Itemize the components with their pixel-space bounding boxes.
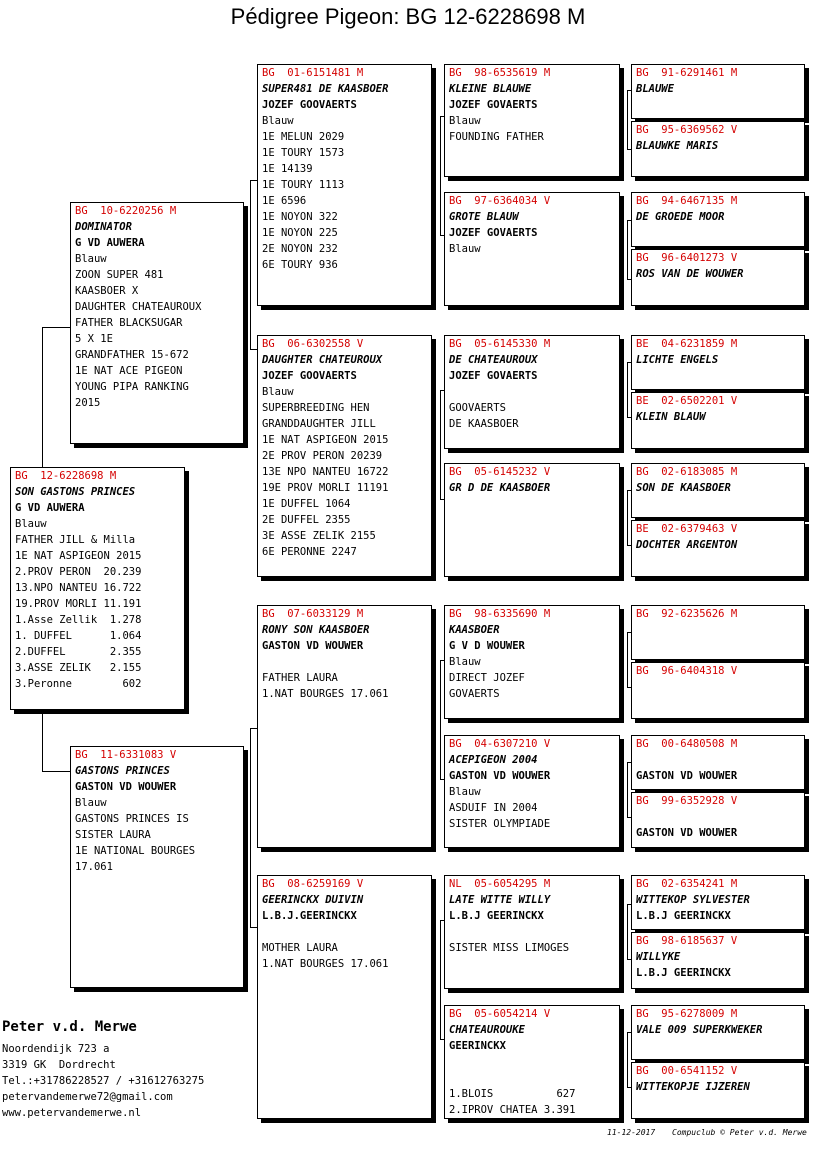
ring-number: BG 07-6033129 M xyxy=(262,608,364,620)
pigeon-name: ACEPIGEON 2004 xyxy=(449,754,538,766)
owner-address-line2: 3319 GK Dordrecht xyxy=(2,1059,116,1071)
pigeon-name: GASTONS PRINCES xyxy=(75,765,170,777)
pigeon-card-mm xyxy=(257,875,432,1119)
ring-number: BG 97-6364034 V xyxy=(449,195,551,207)
pigeon-name: DE CHATEAUROUX xyxy=(449,354,538,366)
breeder-name: GASTON VD WOUWER xyxy=(449,770,551,782)
pigeon-info-line: 3.Peronne 602 xyxy=(15,678,142,690)
ring-number: BG 95-6369562 V xyxy=(636,124,738,136)
breeder-name: JOZEF GOOVAERTS xyxy=(262,370,357,382)
pigeon-card-fmm xyxy=(444,463,620,577)
pigeon-name: WITTEKOPJE IJZEREN xyxy=(636,1081,750,1093)
breeder-name: GEERINCKX xyxy=(449,1040,506,1052)
page-title: Pédigree Pigeon: BG 12-6228698 M xyxy=(230,4,586,29)
ring-number: BG 11-6331083 V xyxy=(75,749,177,761)
pigeon-info-line: Blauw xyxy=(449,243,481,255)
pigeon-info-line: 13E NPO NANTEU 16722 xyxy=(262,466,389,478)
pigeon-info-line: Blauw xyxy=(15,518,47,530)
pigeon-info-line xyxy=(445,1054,619,1070)
ring-number: BG 91-6291461 M xyxy=(636,67,738,79)
pigeon-name: GEERINCKX DUIVIN xyxy=(262,894,364,906)
pigeon-card-mother xyxy=(70,746,244,988)
pigeon-card-fmf xyxy=(444,335,620,449)
ring-number: BG 05-6145330 M xyxy=(449,338,551,350)
pigeon-info-line: Blauw xyxy=(449,115,481,127)
pigeon-info-line: GOVAERTS xyxy=(449,688,500,700)
pigeon-name: LATE WITTE WILLY xyxy=(449,894,551,906)
pigeon-info-line xyxy=(258,924,431,940)
pigeon-info-line: 2.DUFFEL 2.355 xyxy=(15,646,142,658)
pigeon-name: KAASBOER xyxy=(449,624,500,636)
pigeon-name: ROS VAN DE WOUWER xyxy=(636,268,744,280)
pigeon-info-line xyxy=(258,654,431,670)
pigeon-info-line: 2015 xyxy=(75,397,101,409)
pigeon-info-line: 2.PROV PERON 20.239 xyxy=(15,566,142,578)
pigeon-info-line: 1E MELUN 2029 xyxy=(262,131,345,143)
ring-number: BG 98-6335690 M xyxy=(449,608,551,620)
pigeon-info-line: Blauw xyxy=(75,797,107,809)
breeder-name: G VD AUWERA xyxy=(75,237,145,249)
pigeon-card-gen4 xyxy=(631,463,805,518)
pigeon-info-line: FOUNDING FATHER xyxy=(449,131,544,143)
pigeon-info-line: FATHER BLACKSUGAR xyxy=(75,317,183,329)
pigeon-name: DOMINATOR xyxy=(75,221,132,233)
breeder-name: L.B.J GEERINCKX xyxy=(636,967,731,979)
ring-number: BE 04-6231859 M xyxy=(636,338,738,350)
pigeon-info-line: Blauw xyxy=(262,115,294,127)
pigeon-card-subject xyxy=(10,467,185,710)
ring-number: BE 02-6502201 V xyxy=(636,395,738,407)
pigeon-info-line: 1E NAT ASPIGEON 2015 xyxy=(15,550,142,562)
pigeon-info-line: Blauw xyxy=(449,786,481,798)
owner-website: www.petervandemerwe.nl xyxy=(2,1107,142,1119)
pigeon-name: KLEIN BLAUW xyxy=(636,411,706,423)
ring-number: BG 98-6185637 V xyxy=(636,935,738,947)
pigeon-info-line: FATHER LAURA xyxy=(262,672,338,684)
pigeon-info-line: GRANDDAUGHTER JILL xyxy=(262,418,376,430)
pigeon-card-gen4 xyxy=(631,875,805,930)
ring-number: BG 98-6535619 M xyxy=(449,67,551,79)
pigeon-info-line: 2E DUFFEL 2355 xyxy=(262,514,351,526)
pigeon-info-line: 1E NAT ACE PIGEON xyxy=(75,365,183,377)
ring-number: BG 00-6541152 V xyxy=(636,1065,738,1077)
owner-address-line1: Noordendijk 723 a xyxy=(2,1043,110,1055)
pigeon-info-line: SISTER OLYMPIADE xyxy=(449,818,551,830)
breeder-name: GASTON VD WOUWER xyxy=(262,640,364,652)
pigeon-info-line: DIRECT JOZEF xyxy=(449,672,525,684)
pigeon-info-line: Blauw xyxy=(75,253,107,265)
breeder-name: L.B.J.GEERINCKX xyxy=(262,910,357,922)
pigeon-info-line xyxy=(445,384,619,400)
pigeon-info-line: 1.Asse Zellik 1.278 xyxy=(15,614,142,626)
ring-number: BG 01-6151481 M xyxy=(262,67,364,79)
pigeon-card-ff xyxy=(257,64,432,306)
pigeon-name: RONY SON KAASBOER xyxy=(262,624,370,636)
pigeon-card-ffm xyxy=(444,192,620,306)
pigeon-info-line: FATHER JILL & Milla xyxy=(15,534,136,546)
breeder-name: G V D WOUWER xyxy=(449,640,525,652)
pigeon-info-line: 1.NAT BOURGES 17.061 xyxy=(262,688,389,700)
pigeon-info-line: YOUNG PIPA RANKING xyxy=(75,381,189,393)
pigeon-info-line: 1E 6596 xyxy=(262,195,307,207)
pigeon-info-line: 19E PROV MORLI 11191 xyxy=(262,482,389,494)
ring-number: BG 99-6352928 V xyxy=(636,795,738,807)
pigeon-info-line: Blauw xyxy=(262,386,294,398)
pigeon-card-gen4 xyxy=(631,520,805,577)
pigeon-info-line: 1E TOURY 1113 xyxy=(262,179,345,191)
pigeon-info-line: 1E NOYON 322 xyxy=(262,211,338,223)
pigeon-card-gen4 xyxy=(631,792,805,848)
pigeon-card-gen4 xyxy=(631,735,805,790)
pigeon-info-line: 1.BLOIS 627 xyxy=(449,1088,576,1100)
pigeon-name: VALE 009 SUPERKWEKER xyxy=(636,1024,763,1036)
ring-number: BG 92-6235626 M xyxy=(636,608,738,620)
pigeon-card-gen4 xyxy=(631,335,805,390)
breeder-name: GASTON VD WOUWER xyxy=(75,781,177,793)
ring-number: BG 08-6259169 V xyxy=(262,878,364,890)
pigeon-card-gen4 xyxy=(631,392,805,449)
ring-number: BG 06-6302558 V xyxy=(262,338,364,350)
ring-number: BG 02-6183085 M xyxy=(636,466,738,478)
ring-number: BG 02-6354241 M xyxy=(636,878,738,890)
pigeon-info-line: 1E TOURY 1573 xyxy=(262,147,345,159)
pigeon-info-line: 5 X 1E xyxy=(75,333,113,345)
pigeon-info-line: 6E TOURY 936 xyxy=(262,259,338,271)
ring-number: BG 94-6467135 M xyxy=(636,195,738,207)
pigeon-info-line: 2.IPROV CHATEA 3.391 xyxy=(449,1104,576,1116)
pigeon-info-line: 1E 14139 xyxy=(262,163,313,175)
pigeon-info-line: 2E NOYON 232 xyxy=(262,243,338,255)
pigeon-name: WITTEKOP SYLVESTER xyxy=(636,894,750,906)
pigeon-info-line: 1E DUFFEL 1064 xyxy=(262,498,351,510)
footer-date: 11-12-2017 xyxy=(607,1128,656,1137)
pigeon-info-line: DAUGHTER CHATEAUROUX xyxy=(75,301,202,313)
breeder-name: GASTON VD WOUWER xyxy=(636,827,738,839)
pigeon-name: SUPER481 DE KAASBOER xyxy=(262,83,389,95)
pigeon-info-line: 1.NAT BOURGES 17.061 xyxy=(262,958,389,970)
connector-line xyxy=(42,327,72,470)
pigeon-name: GR D DE KAASBOER xyxy=(449,482,551,494)
ring-number: NL 05-6054295 M xyxy=(449,878,551,890)
pigeon-info-line: SUPERBREEDING HEN xyxy=(262,402,370,414)
pigeon-card-mff xyxy=(444,605,620,719)
ring-number: BG 05-6145232 V xyxy=(449,466,551,478)
pigeon-info-line: 17.061 xyxy=(75,861,113,873)
pigeon-card-gen4 xyxy=(631,1062,805,1119)
breeder-name: G VD AUWERA xyxy=(15,502,85,514)
pigeon-card-mmf xyxy=(444,875,620,989)
owner-email: petervandemerwe72@gmail.com xyxy=(2,1091,173,1103)
pigeon-name xyxy=(632,809,804,825)
pigeon-card-gen4 xyxy=(631,121,805,177)
breeder-name: JOZEF GOOVAERTS xyxy=(262,99,357,111)
pigeon-card-mfm xyxy=(444,735,620,848)
footer-software: Compuclub © Peter v.d. Merwe xyxy=(672,1128,807,1137)
pigeon-info-line: ZOON SUPER 481 xyxy=(75,269,164,281)
ring-number: BG 12-6228698 M xyxy=(15,470,117,482)
pigeon-info-line: 1. DUFFEL 1.064 xyxy=(15,630,142,642)
pigeon-info-line: SISTER MISS LIMOGES xyxy=(449,942,570,954)
pigeon-card-gen4 xyxy=(631,932,805,989)
pigeon-info-line: 1E NATIONAL BOURGES xyxy=(75,845,196,857)
pigeon-card-gen4 xyxy=(631,64,805,119)
pigeon-card-gen4 xyxy=(631,249,805,306)
ring-number: BG 96-6404318 V xyxy=(636,665,738,677)
pigeon-card-gen4 xyxy=(631,1005,805,1060)
pigeon-info-line: ASDUIF IN 2004 xyxy=(449,802,538,814)
ring-number: BG 05-6054214 V xyxy=(449,1008,551,1020)
ring-number: BG 00-6480508 M xyxy=(636,738,738,750)
pigeon-card-gen4 xyxy=(631,662,805,719)
pigeon-info-line: 6E PERONNE 2247 xyxy=(262,546,357,558)
pigeon-name: KLEINE BLAUWE xyxy=(449,83,532,95)
pigeon-card-fff xyxy=(444,64,620,177)
pigeon-info-line: 3E ASSE ZELIK 2155 xyxy=(262,530,376,542)
breeder-name: GASTON VD WOUWER xyxy=(636,770,738,782)
pigeon-card-father xyxy=(70,202,244,444)
pigeon-info-line: 2E PROV PERON 20239 xyxy=(262,450,383,462)
pigeon-info-line: Blauw xyxy=(449,656,481,668)
pigeon-name: SON DE KAASBOER xyxy=(636,482,731,494)
pigeon-info-line: 3.ASSE ZELIK 2.155 xyxy=(15,662,142,674)
pigeon-info-line: KAASBOER X xyxy=(75,285,139,297)
breeder-name: JOZEF GOVAERTS xyxy=(449,227,538,239)
pigeon-card-mmm xyxy=(444,1005,620,1119)
ring-number: BG 04-6307210 V xyxy=(449,738,551,750)
pigeon-info-line: GRANDFATHER 15-672 xyxy=(75,349,189,361)
pigeon-name: GROTE BLAUW xyxy=(449,211,519,223)
pigeon-info-line: DE KAASBOER xyxy=(449,418,519,430)
pigeon-name: DOCHTER ARGENTON xyxy=(636,539,738,551)
owner-phone: Tel.:+31786228527 / +31612763275 xyxy=(2,1075,205,1087)
ring-number: BG 10-6220256 M xyxy=(75,205,177,217)
pigeon-name: CHATEAUROUKE xyxy=(449,1024,525,1036)
breeder-name: L.B.J GEERINCKX xyxy=(636,910,731,922)
pigeon-name: DAUGHTER CHATEUROUX xyxy=(262,354,383,366)
pigeon-info-line: 13.NPO NANTEU 16.722 xyxy=(15,582,142,594)
ring-number: BE 02-6379463 V xyxy=(636,523,738,535)
pigeon-name: BLAUWE xyxy=(636,83,674,95)
pigeon-name: DE GROEDE MOOR xyxy=(636,211,725,223)
pigeon-info-line: 19.PROV MORLI 11.191 xyxy=(15,598,142,610)
connector-line xyxy=(42,710,72,772)
pigeon-name: WILLYKE xyxy=(636,951,681,963)
breeder-name: JOZEF GOVAERTS xyxy=(449,370,538,382)
pigeon-card-gen4 xyxy=(631,605,805,660)
pigeon-card-mf xyxy=(257,605,432,848)
pigeon-info-line: 1E NOYON 225 xyxy=(262,227,338,239)
pigeon-name: BLAUWKE MARIS xyxy=(636,140,719,152)
pigeon-info-line: MOTHER LAURA xyxy=(262,942,338,954)
pigeon-name: SON GASTONS PRINCES xyxy=(15,486,136,498)
pigeon-info-line: 1E NAT ASPIGEON 2015 xyxy=(262,434,389,446)
ring-number: BG 95-6278009 M xyxy=(636,1008,738,1020)
pigeon-info-line xyxy=(445,924,619,940)
ring-number: BG 96-6401273 V xyxy=(636,252,738,264)
pigeon-card-gen4 xyxy=(631,192,805,247)
pigeon-name xyxy=(632,752,804,768)
breeder-name: JOZEF GOVAERTS xyxy=(449,99,538,111)
pigeon-name: LICHTE ENGELS xyxy=(636,354,719,366)
pigeon-card-fm xyxy=(257,335,432,577)
pigeon-info-line xyxy=(445,1070,619,1086)
owner-name: Peter v.d. Merwe xyxy=(2,1019,137,1035)
pigeon-info-line: GASTONS PRINCES IS xyxy=(75,813,189,825)
pigeon-info-line: GOOVAERTS xyxy=(449,402,506,414)
breeder-name: L.B.J GEERINCKX xyxy=(449,910,544,922)
pigeon-info-line: SISTER LAURA xyxy=(75,829,151,841)
